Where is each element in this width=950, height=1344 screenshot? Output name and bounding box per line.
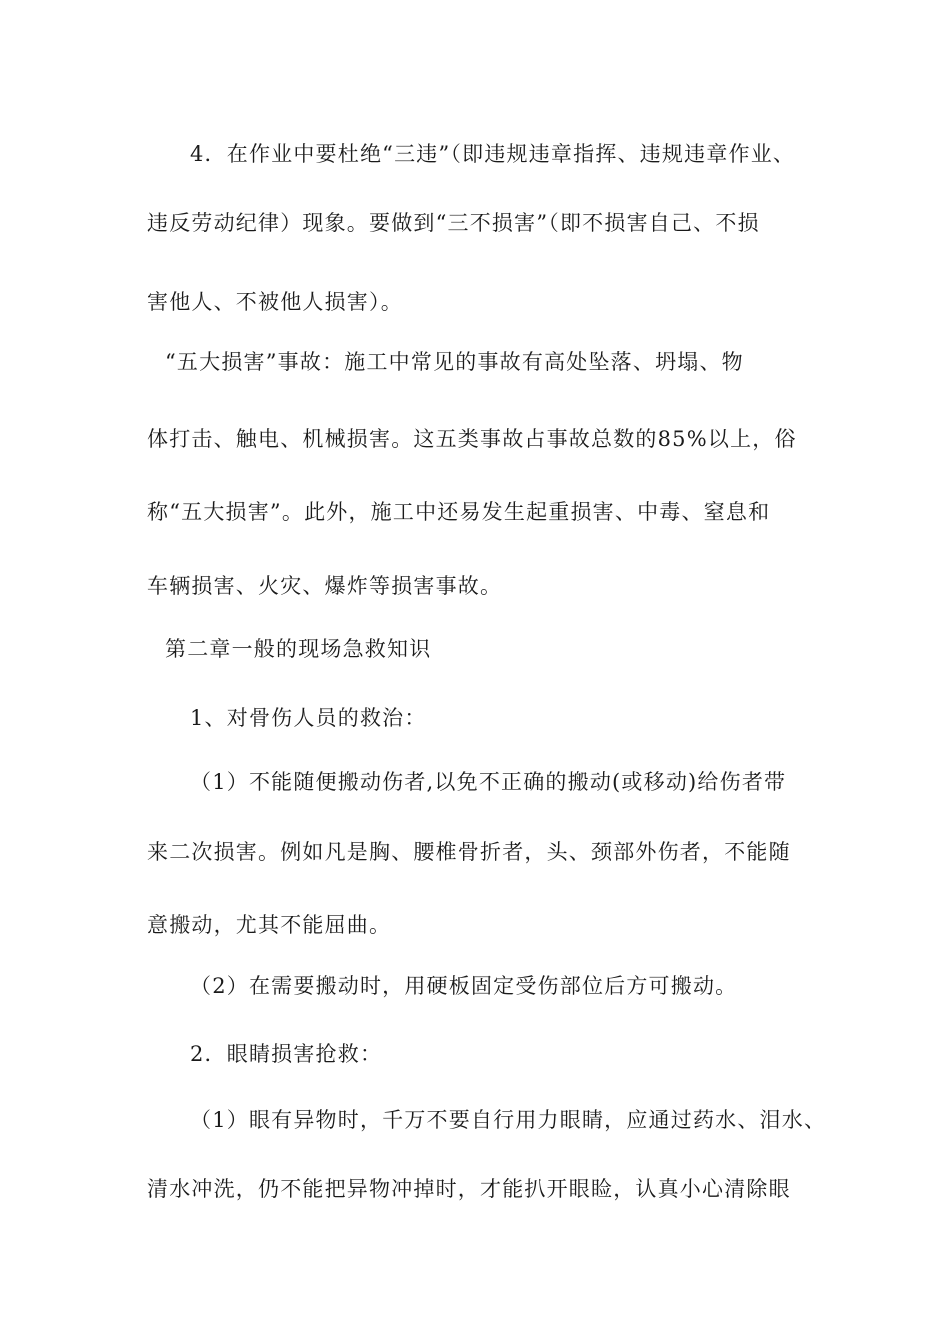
paragraph-line-12: （1）眼有异物时，千万不要自行用力眼睛，应通过药水、泪水、 bbox=[190, 1108, 827, 1132]
section-heading: 第二章一般的现场急救知识 bbox=[165, 637, 432, 661]
paragraph-line-9: 来二次损害。例如凡是胸、腰椎骨折者，头、颈部外伤者，不能随 bbox=[147, 840, 791, 864]
paragraph-line-5: 体打击、触电、机械损害。这五类事故占事故总数的85%以上，俗 bbox=[147, 427, 797, 451]
subsection-heading-1: 1、对骨伤人员的救治： bbox=[190, 706, 427, 730]
paragraph-line-11: （2）在需要搬动时，用硬板固定受伤部位后方可搬动。 bbox=[190, 974, 738, 998]
paragraph-line-13: 清水冲洗，仍不能把异物冲掉时，才能扒开眼睑，认真小心清除眼 bbox=[147, 1177, 791, 1201]
paragraph-line-8: （1）不能随便搬动伤者,以免不正确的搬动(或移动)给伤者带 bbox=[190, 770, 787, 794]
paragraph-line-4: “五大损害”事故：施工中常见的事故有高处坠落、坍塌、物 bbox=[165, 350, 744, 374]
paragraph-line-2: 违反劳动纪律）现象。要做到“三不损害”（即不损害自己、不损 bbox=[147, 211, 760, 235]
paragraph-line-6: 称“五大损害”。此外，施工中还易发生起重损害、中毒、窒息和 bbox=[147, 500, 771, 524]
paragraph-line-3: 害他人、不被他人损害）。 bbox=[147, 290, 403, 314]
paragraph-line-1: 4．在作业中要杜绝“三违”（即违规违章指挥、违规违章作业、 bbox=[190, 142, 796, 166]
subsection-heading-2: 2．眼睛损害抢救： bbox=[190, 1042, 383, 1066]
paragraph-line-7: 车辆损害、火灾、爆炸等损害事故。 bbox=[147, 574, 503, 598]
paragraph-line-10: 意搬动，尤其不能屈曲。 bbox=[147, 913, 392, 937]
